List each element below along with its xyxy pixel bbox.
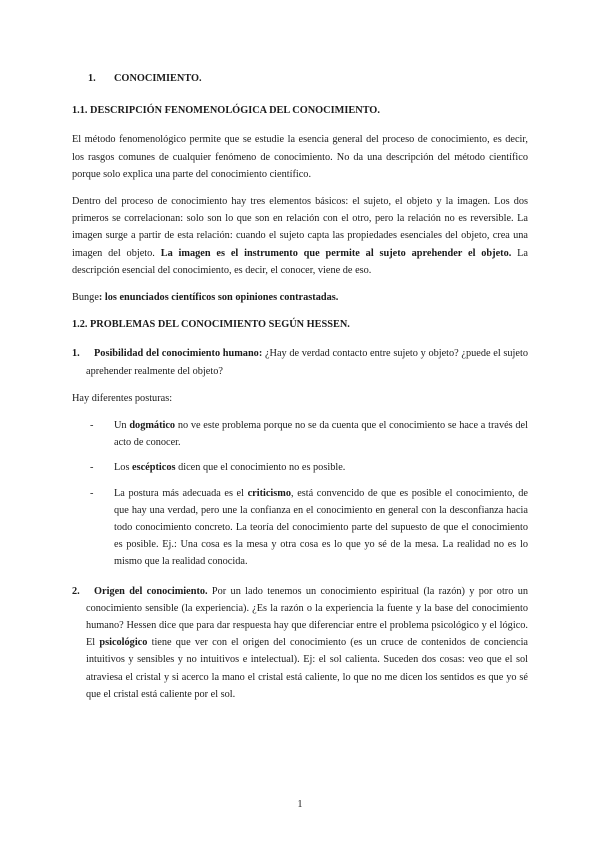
page-number: 1	[297, 799, 303, 810]
paragraph-elementos-tail: La descripción esencial del conocimiento, es decir, el conocer, viene de eso.	[72, 247, 529, 276]
bullet-bold: escépticos	[132, 462, 176, 474]
list-item-bold: Origen del conocimiento.	[94, 585, 208, 597]
bullet-pre: Un	[114, 420, 130, 432]
bullet-pre: Los	[114, 462, 133, 474]
paragraph-elementos	[72, 193, 528, 279]
list-item-escepticos	[90, 459, 528, 476]
dash-marker: -	[90, 420, 94, 432]
bullet-bold: dogmático	[129, 420, 176, 432]
list-item-bold2: psicológico	[99, 637, 148, 649]
list-number: 2.	[72, 585, 80, 597]
heading-title: CONOCIMIENTO.	[114, 73, 202, 84]
list-item-posibilidad	[72, 345, 528, 379]
dash-marker: -	[90, 487, 94, 499]
list-item-criticismo	[90, 485, 528, 571]
paragraph-elementos-text: Dentro del proceso de conocimiento hay tres elementos básicos: el sujeto, el objeto y la imagen. Los dos primeros se correlacionan: solo son lo que son en relación con el otro, pero la relación no es reversible. La imagen surge a partir de esta relación: cuando el sujeto capta las propiedades esenciales del objeto, crea una imagen del objeto.	[72, 196, 528, 259]
bullet-post: , está convencido de que es posible el conocimiento, de que hay una verdad, pero une la confianza en el conocimiento en general con la desconfianza hacia todo conocimiento concreto. La teoría del conocimiento parte del supuesto de que el conocimiento es posible. Ej.: Una cosa es la mesa y otra cosa es lo que yo sé de la mesa. La realidad no es lo mismo que la realidad conocida.	[114, 487, 528, 568]
dash-marker: -	[90, 462, 94, 474]
list-item-text: ¿Hay de verdad contacto entre sujeto y objeto? ¿puede el sujeto aprehender realmente del objeto?	[86, 348, 528, 377]
bullet-bold: criticismo	[247, 487, 292, 499]
list-item-origen	[72, 583, 528, 703]
list-item-text: Por un lado tenemos un conocimiento espiritual (la razón) y por otro un conocimiento sensible (la experiencia). ¿Es la razón o la experiencia la fuente y la base del conocimiento humano? Hessen dice que para dar respuesta hay que diferenciar entre el problema psicológico y el lógico. El	[86, 585, 528, 649]
section-1-1-title: 1.1. DESCRIPCIÓN FENOMENOLÓGICA DEL CONOCIMIENTO.	[72, 105, 380, 117]
bullet-post: dicen que el conocimiento no es posible.	[175, 462, 346, 474]
heading-number: 1.	[88, 73, 96, 84]
bunge-quote: : los enunciados científicos son opiniones contrastadas.	[98, 292, 339, 304]
bunge-label: Bunge	[72, 292, 99, 304]
list-number: 1.	[72, 348, 80, 360]
paragraph-elementos-bold: La imagen es el instrumento que permite al sujeto aprehender el objeto.	[160, 247, 512, 259]
posturas-list	[90, 417, 528, 571]
paragraph-posturas: Hay diferentes posturas:	[72, 392, 173, 404]
heading-conocimiento	[88, 70, 528, 87]
bullet-post: no ve este problema porque no se da cuenta que el conocimiento se hace a través del acto de conocer.	[114, 420, 528, 449]
paragraph-bunge	[72, 289, 528, 306]
paragraph-metodo: El método fenomenológico permite que se estudie la esencia general del proceso de conocimiento, es decir, los rasgos comunes de cualquier fenómeno de conocimiento. No da una descripción del método científico porque solo explica una parte del conocimiento científico.	[72, 134, 528, 180]
list-item-bold: Posibilidad del conocimiento humano:	[94, 348, 263, 360]
bullet-pre: La postura más adecuada es el	[114, 487, 248, 499]
list-item-text2: tiene que ver con el origen del conocimiento (es un cruce de contenidos de conciencia intuitivos y sensibles y no intuitivos e intelectual). Ej: el sol calienta. Suceden dos cosas: veo que el sol atraviesa el cristal y si acerco la mano el cristal está caliente, lo que no me dicen los sentidos es que yo sé que el cristal está caliente por el sol.	[86, 637, 528, 700]
list-item-dogmatico	[90, 417, 528, 451]
section-1-2-title: 1.2. PROBLEMAS DEL CONOCIMIENTO SEGÚN HESSEN.	[72, 319, 350, 331]
